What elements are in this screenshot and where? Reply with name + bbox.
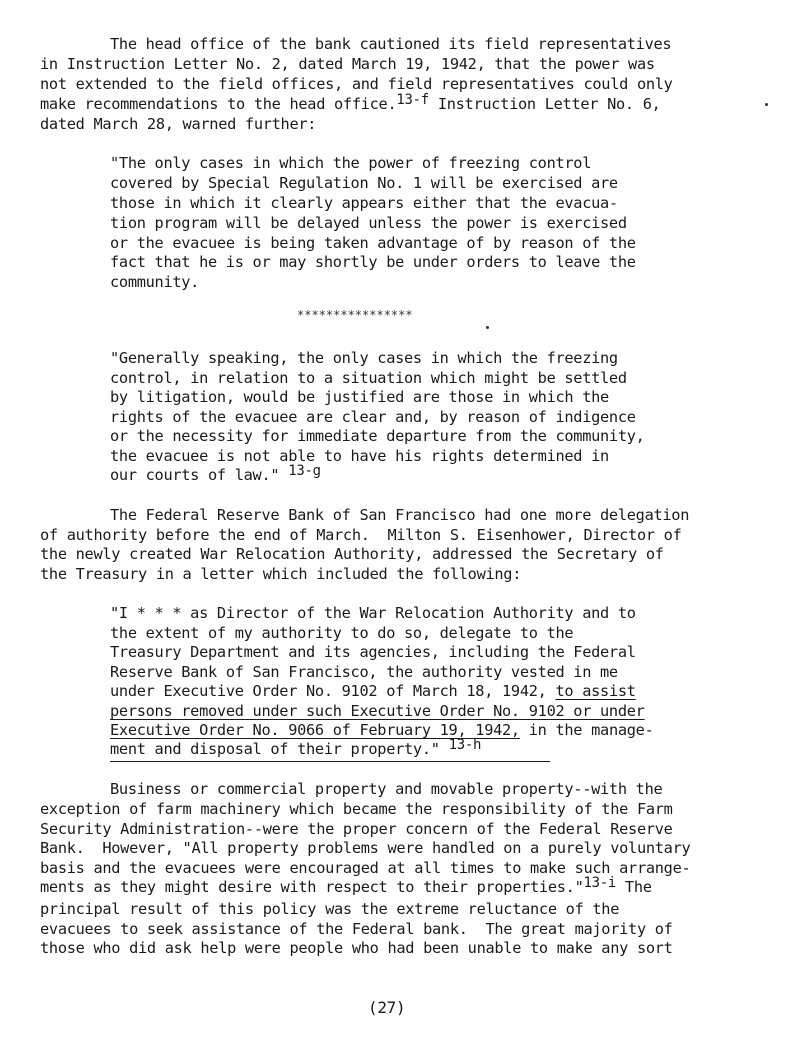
quote-line: or the evacuee is being taken advantage of by reason of the [110,234,636,252]
text-line: principal result of this policy was the extreme reluctance of the [40,900,620,918]
text-segment: The [616,878,652,896]
text-segment: Instruction Letter No. 6, [428,95,661,113]
quote-line: fact that he is or may shortly be under orders to leave the [110,253,636,271]
quote-line: "The only cases in which the power of freezing control [110,154,592,172]
text-line: The Federal Reserve Bank of San Francisco had one more delegation [110,506,690,524]
quote-line: "Generally speaking, the only cases in which the freezing [110,349,618,367]
underlined-text: persons removed under such Executive Order No. 9102 or under [110,702,645,720]
quote-line: those in which it clearly appears either that the evacua- [110,194,618,212]
text-line: dated March 28, warned further: [40,115,317,133]
underline-rule [110,761,550,762]
text-line: the newly created War Relocation Authority, addressed the Secretary of [40,545,664,563]
text-line: in Instruction Letter No. 2, dated March 19, 1942, that the power was [40,55,655,73]
footnote-ref: 13-h [448,737,482,753]
quote-line [110,737,482,760]
text-line: of authority before the end of March. Milton S. Eisenhower, Director of [40,526,682,544]
quote-line: the extent of my authority to do so, delegate to the [110,624,574,642]
text-segment: ments as they might desire with respect to their properties." [40,878,584,896]
quote-line: by litigation, would be justified are those in which the [110,388,609,406]
text-segment: under Executive Order No. 9102 of March 18, 1942, [110,682,556,700]
text-segment: in the manage- [519,721,654,739]
text-line: the Treasury in a letter which included the following: [40,565,522,583]
quote-line [110,463,321,486]
quote-line: or the necessity for immediate departure from the community, [110,427,645,445]
quote-line: control, in relation to a situation which might be settled [110,369,627,387]
text-line: Security Administration--were the proper concern of the Federal Reserve [40,820,673,838]
text-segment: make recommendations to the head office. [40,95,397,113]
quote-line: rights of the evacuee are clear and, by reason of indigence [110,408,636,426]
quote-line [110,702,645,721]
footnote-ref: 13-g [288,463,321,479]
text-line: Bank. However, "All property problems were handled on a purely voluntary [40,839,691,857]
text-line [40,92,661,115]
text-line: The head office of the bank cautioned its field representatives [110,35,672,53]
quote-line: community. [110,273,200,291]
ink-speck [486,326,489,329]
section-separator: **************** [297,308,413,322]
underlined-text: Executive Order No. 9066 of February 19, 1942, [110,721,520,739]
ink-speck [765,103,768,106]
quote-line [110,682,636,701]
text-line: not extended to the field offices, and field representatives could only [40,75,673,93]
quote-line: tion program will be delayed unless the power is exercised [110,214,627,232]
quote-line: covered by Special Regulation No. 1 will be exercised are [110,174,618,192]
page-number: (27) [368,998,406,1017]
text-segment: our courts of law." [110,466,289,484]
text-line: exception of farm machinery which became the responsibility of the Farm [40,800,673,818]
text-segment: ment and disposal of their property." [110,740,449,758]
footnote-ref: 13-f [396,92,429,108]
text-line: those who did ask help were people who had been unable to make any sort [40,939,673,957]
quote-line: Reserve Bank of San Francisco, the authority vested in me [110,663,618,681]
quote-line: "I * * * as Director of the War Relocation Authority and to [110,604,636,622]
quote-line [110,721,654,740]
text-line: basis and the evacuees were encouraged at all times to make such arrange- [40,859,691,877]
text-line: Business or commercial property and movable property--with the [110,780,663,798]
quote-line: Treasury Department and its agencies, including the Federal [110,643,636,661]
underlined-text: to assist [555,682,636,700]
text-line [40,875,652,898]
quote-line: the evacuee is not able to have his rights determined in [110,447,609,465]
footnote-ref: 13-i [583,875,616,891]
text-line: evacuees to seek assistance of the Federal bank. The great majority of [40,920,673,938]
